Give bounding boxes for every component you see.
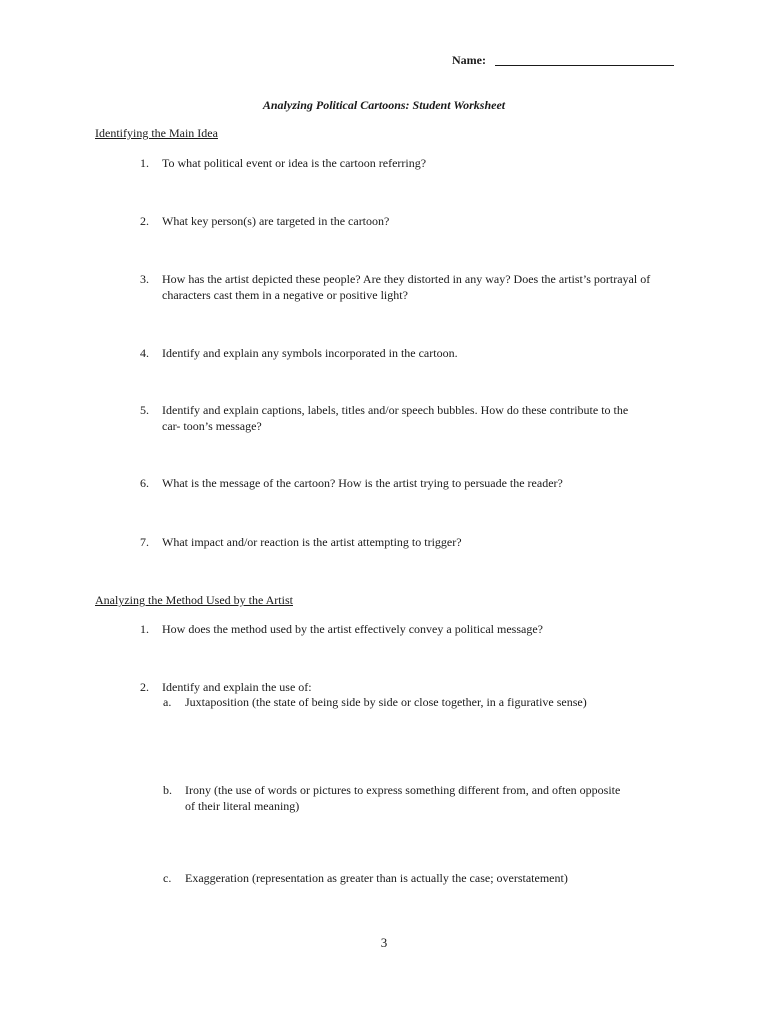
question-text: To what political event or idea is the cartoon referring? xyxy=(162,156,427,170)
question-number: 4. xyxy=(140,346,149,360)
question-text: Identify and explain captions, labels, titles and/or speech bubbles. How do these contribute to the car- toon’s message? xyxy=(162,403,629,433)
question-text: How has the artist depicted these people? Are they distorted in any way? Does the artist’s portrayal of characters cast them in a negative or positive light? xyxy=(162,272,651,302)
question-text: What is the message of the cartoon? How is the artist trying to persuade the reader? xyxy=(162,476,563,490)
question-number: 5. xyxy=(140,403,149,417)
subitem-letter: a. xyxy=(163,695,172,709)
question-text: How does the method used by the artist effectively convey a political message? xyxy=(162,622,543,636)
question-number: 2. xyxy=(140,214,149,228)
name-label: Name: xyxy=(452,53,486,67)
subitem-letter: b. xyxy=(163,783,172,797)
subitem-text: Exaggeration (representation as greater than is actually the case; overstatement) xyxy=(185,871,568,885)
question-number: 7. xyxy=(140,535,149,549)
page-number: 3 xyxy=(380,935,388,950)
question-number: 6. xyxy=(140,476,149,490)
section-heading-method: Analyzing the Method Used by the Artist xyxy=(95,593,293,607)
question-number: 1. xyxy=(140,622,149,636)
question-text: What key person(s) are targeted in the cartoon? xyxy=(162,214,390,228)
question-number: 3. xyxy=(140,272,149,286)
page-title: Analyzing Political Cartoons: Student Worksheet xyxy=(262,98,506,112)
question-text: What impact and/or reaction is the artist attempting to trigger? xyxy=(162,535,462,549)
question-number: 1. xyxy=(140,156,149,170)
name-field-line[interactable] xyxy=(495,65,674,66)
question-text: Identify and explain any symbols incorporated in the cartoon. xyxy=(162,346,458,360)
subitem-text: Juxtaposition (the state of being side by side or close together, in a figurative sense) xyxy=(185,695,587,709)
section-heading-main-idea: Identifying the Main Idea xyxy=(95,126,218,140)
subitem-text: Irony (the use of words or pictures to express something different from, and often opposite of their literal meaning) xyxy=(185,783,621,813)
subitem-letter: c. xyxy=(163,871,172,885)
question-number: 2. xyxy=(140,680,149,694)
question-text: Identify and explain the use of: xyxy=(162,680,312,694)
